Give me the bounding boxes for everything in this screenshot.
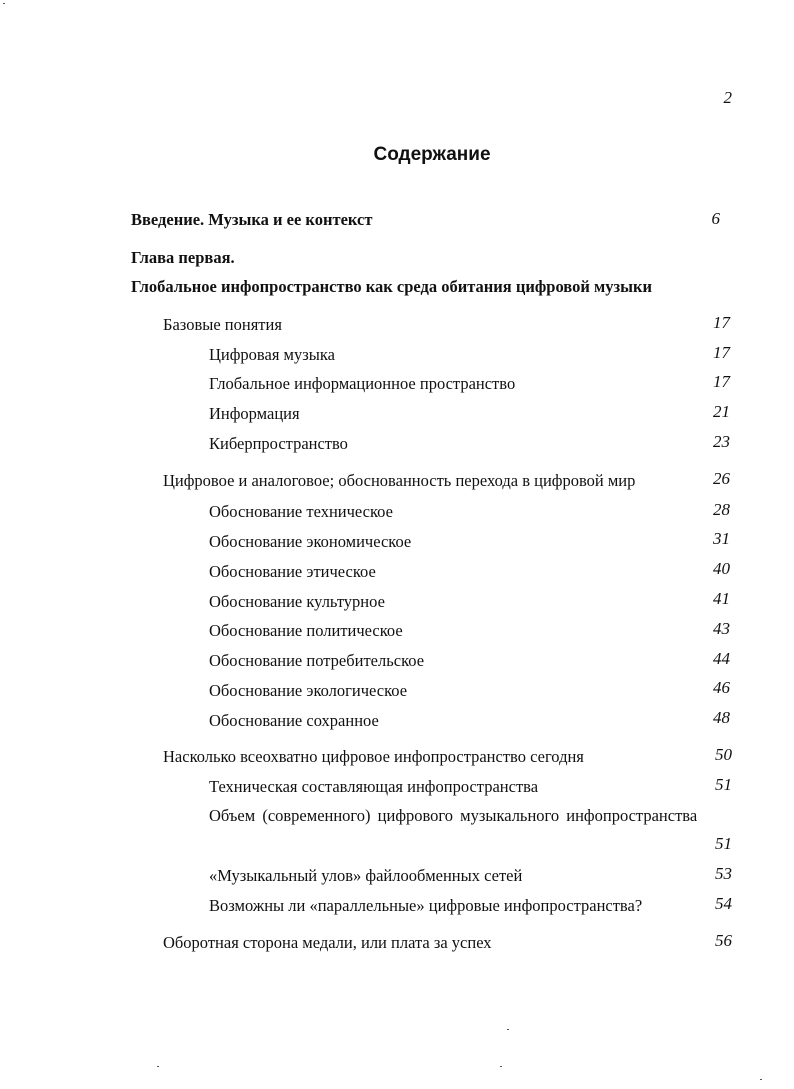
toc-entry-justification-cultural: Обоснование культурное — [209, 592, 385, 611]
toc-page-basic-concepts: 17 — [713, 313, 730, 332]
toc-entry-justification-political: Обоснование политическое — [209, 621, 403, 640]
toc-page-cyberspace: 23 — [713, 432, 730, 451]
toc-entry-justification-consumer: Обоснование потребительское — [209, 651, 425, 670]
toc-page-justification-economic: 31 — [713, 529, 730, 548]
toc-entry-volume-music-space: Объем (современного) цифрового музыкального инфопространства — [209, 806, 698, 825]
scan-speck — [507, 1029, 509, 1030]
scan-speck — [157, 1066, 159, 1067]
toc-page-justification-ecological: 46 — [713, 678, 730, 697]
toc-entry-justification-technical: Обоснование техническое — [209, 502, 393, 521]
scan-speck — [760, 1079, 762, 1080]
toc-entry-basic-concepts: Базовые понятия — [163, 315, 282, 334]
scan-speck — [500, 1066, 502, 1067]
toc-entry-music-catch: «Музыкальный улов» файлообменных сетей — [209, 866, 523, 885]
toc-page-flip-side: 56 — [715, 931, 732, 950]
toc-entry-technical-component: Техническая составляющая инфопространства — [209, 777, 539, 796]
toc-entry-introduction: Введение. Музыка и ее контекст — [131, 210, 373, 229]
toc-page-introduction: 6 — [711, 209, 720, 228]
toc-entry-digital-music: Цифровая музыка — [209, 345, 335, 364]
toc-page-justification-preservation: 48 — [713, 708, 730, 727]
toc-page-technical-component: 51 — [715, 775, 732, 794]
toc-entry-chapter-one-title: Глобальное инфопространство как среда обитания цифровой музыки — [131, 277, 652, 296]
toc-page-parallel-spaces: 54 — [715, 894, 732, 913]
toc-entry-chapter-one: Глава первая. — [131, 248, 235, 267]
toc-entry-justification-ethical: Обоснование этическое — [209, 562, 376, 581]
toc-page-music-catch: 53 — [715, 864, 732, 883]
toc-entry-how-comprehensive: Насколько всеохватно цифровое инфопространство сегодня — [163, 747, 584, 766]
page-number: 2 — [723, 88, 732, 107]
toc-entry-information: Информация — [209, 404, 300, 423]
toc-page-justification-technical: 28 — [713, 500, 730, 519]
toc-entry-parallel-spaces: Возможны ли «параллельные» цифровые инфопространства? — [209, 896, 643, 915]
scan-speck — [3, 3, 5, 4]
toc-page-volume-music-space: 51 — [715, 834, 732, 853]
toc-entry-digital-analog: Цифровое и аналоговое; обоснованность перехода в цифровой мир — [163, 471, 636, 490]
toc-page-justification-cultural: 41 — [713, 589, 730, 608]
toc-page-justification-ethical: 40 — [713, 559, 730, 578]
toc-page-information: 21 — [713, 402, 730, 421]
toc-entry-justification-ecological: Обоснование экологическое — [209, 681, 408, 700]
page-title: Содержание — [373, 144, 491, 165]
toc-entry-flip-side: Оборотная сторона медали, или плата за успех — [163, 933, 492, 952]
toc-page-digital-music: 17 — [713, 343, 730, 362]
toc-page-justification-political: 43 — [713, 619, 730, 638]
toc-page-digital-analog: 26 — [713, 469, 730, 488]
toc-entry-justification-preservation: Обоснование сохранное — [209, 711, 379, 730]
toc-page-how-comprehensive: 50 — [715, 745, 732, 764]
toc-entry-justification-economic: Обоснование экономическое — [209, 532, 412, 551]
toc-page-global-info-space: 17 — [713, 372, 730, 391]
toc-page-justification-consumer: 44 — [713, 649, 730, 668]
toc-entry-cyberspace: Киберпространство — [209, 434, 348, 453]
toc-entry-global-info-space: Глобальное информационное пространство — [209, 374, 516, 393]
